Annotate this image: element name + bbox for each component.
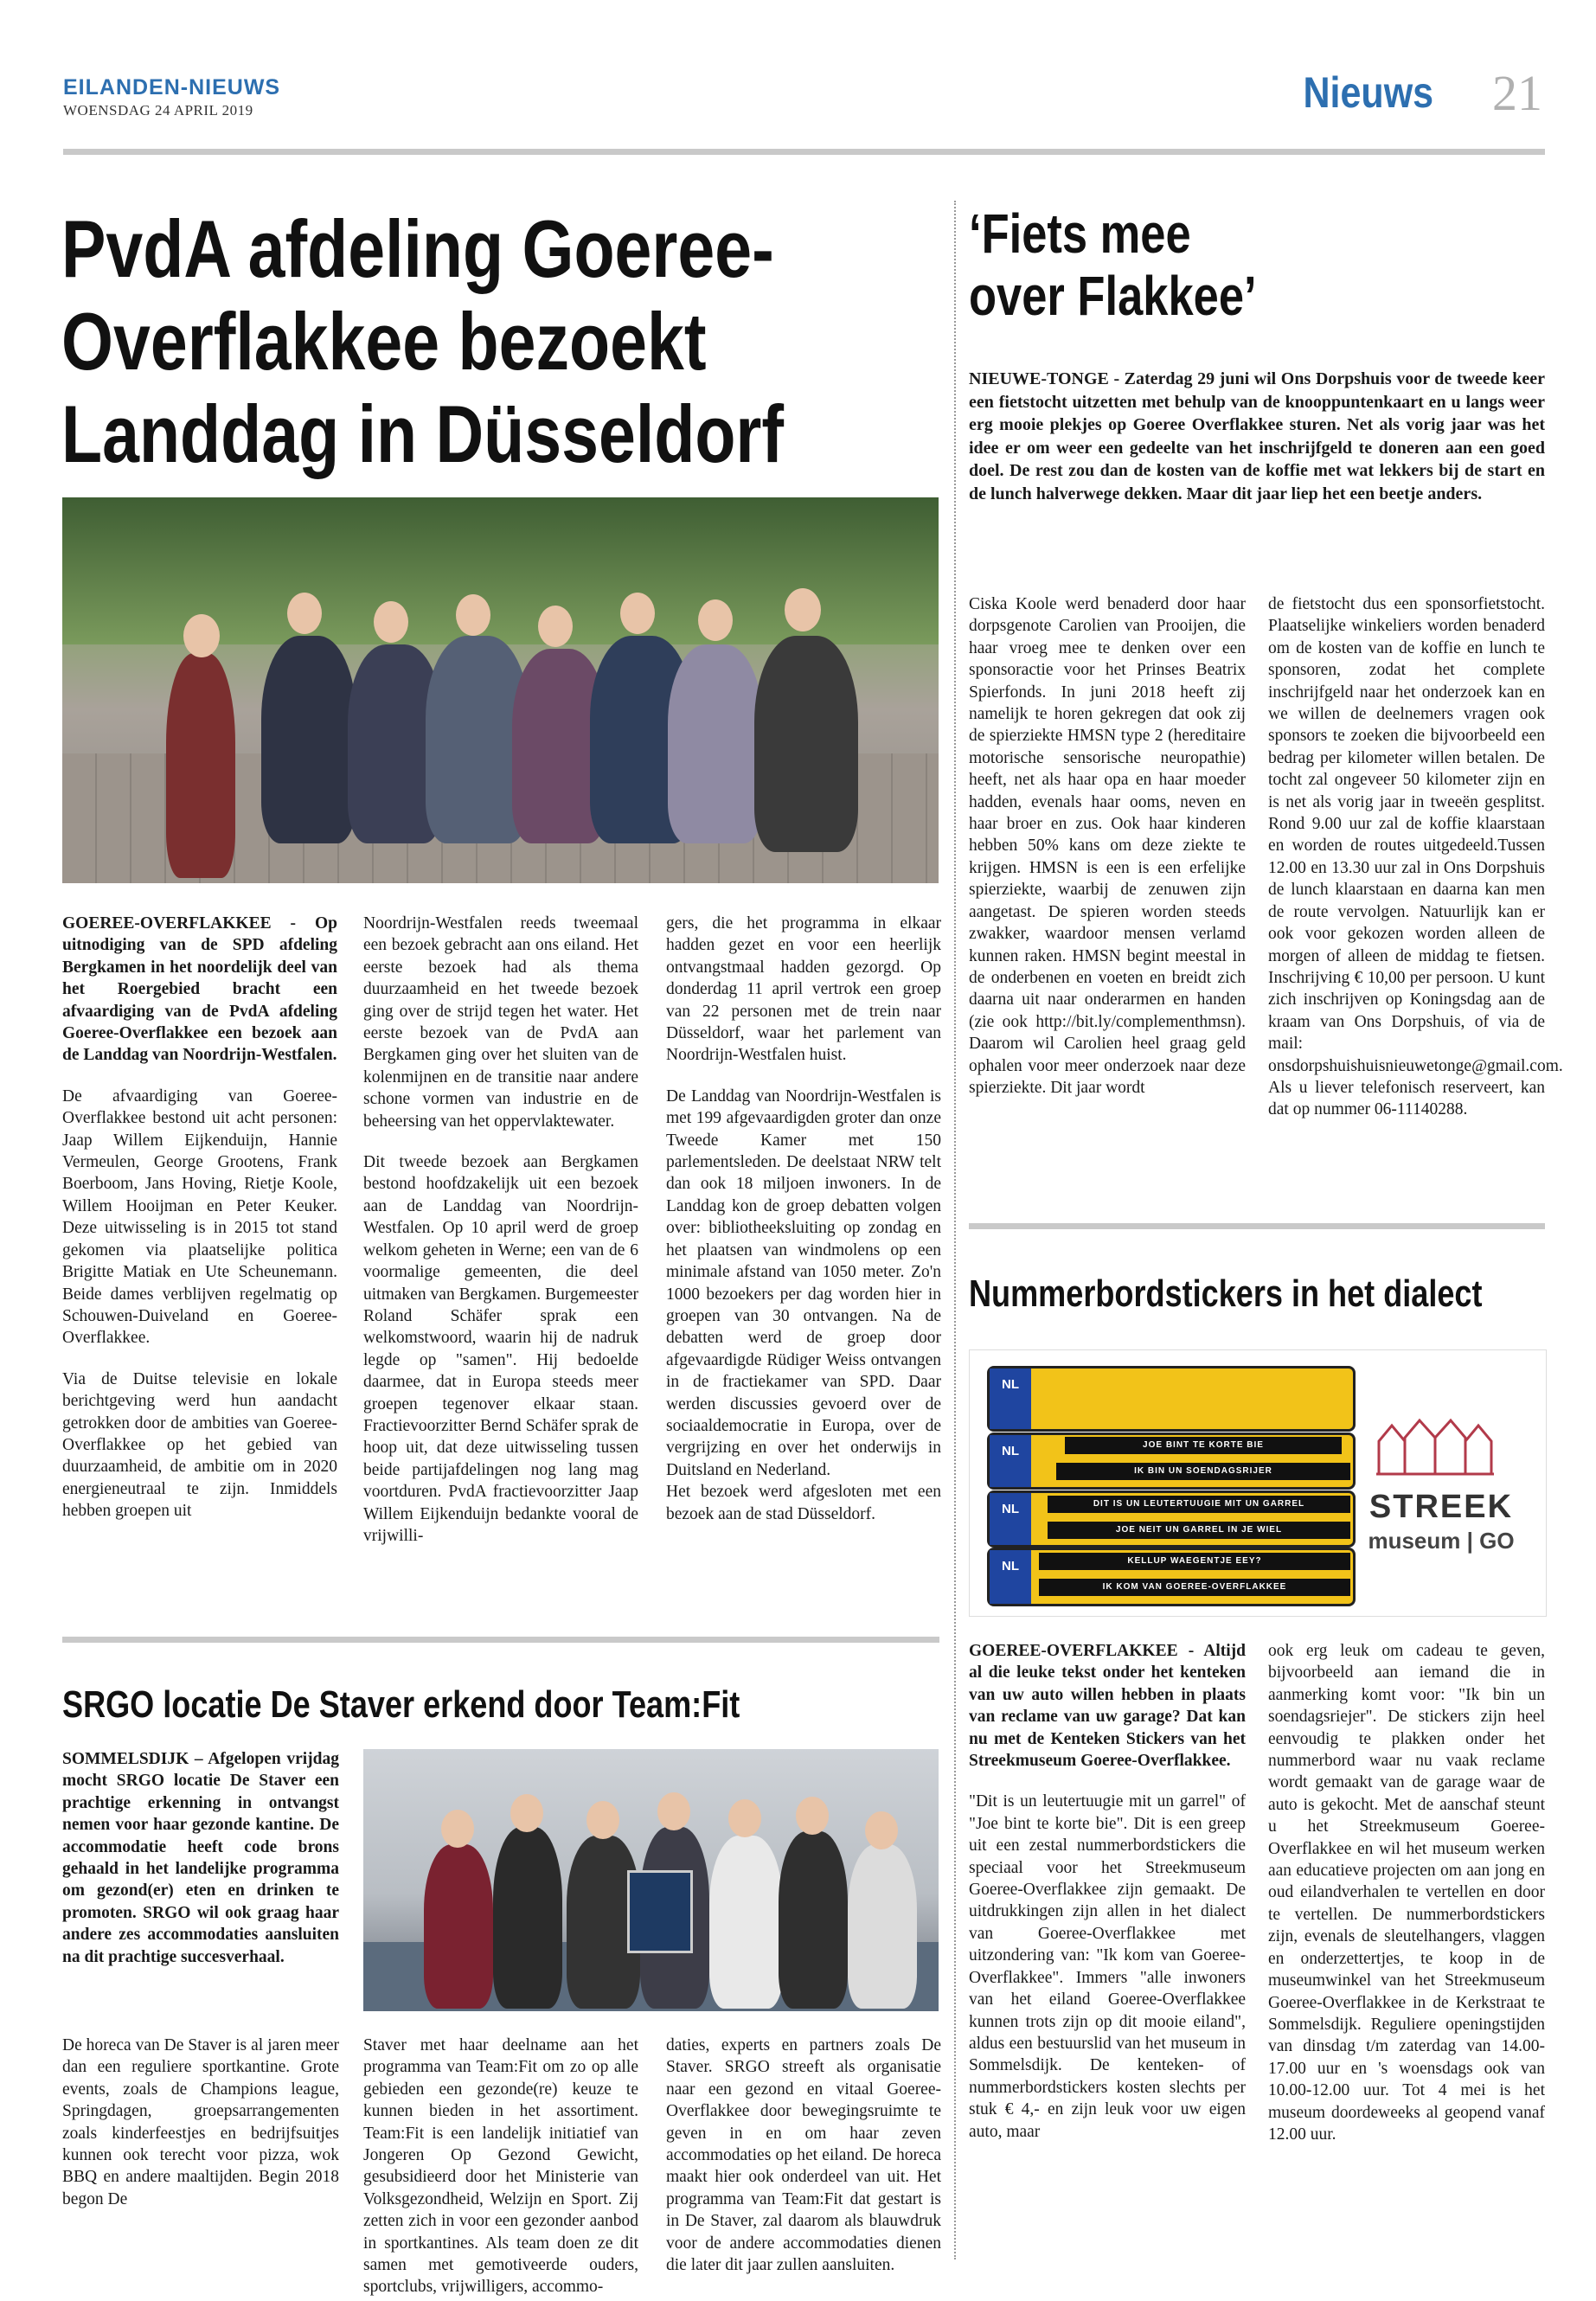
sticker-strip: IK BIN UN SOENDAGSRIJER [1056,1463,1350,1480]
srgo-headline: SRGO locatie De Staver erkend door Team:Fit [62,1683,740,1726]
fiets-headline-line-2: over Flakkee’ [969,265,1257,327]
pvda-group-photo [62,497,939,883]
museum-logo-top: STREEK [1368,1489,1514,1525]
pvda-paragraph: Dit tweede bezoek aan Bergkamen bestond hoofdzakelijk uit een bezoek aan de Landdag van Noordrijn-Westfalen. Op 10 april werd de groep welkom geheten in Werne; een van de 6 voormalige gemeenten, die deel uitmaken van Bergkamen. Burgemeester Roland Schäfer sprak een welkomstwoord, waarin hij de nadruk legde op "samen". Hij bedoelde daarmee, dat in Europa steeds meer groepen tegenover elkaar staan. Fractievoorzitter Bernd Schäfer sprak de hoop uit, dat deze uitwisseling tussen beide partijafdelingen nog lang mag voortduren. PvdA fractievoorzitter Jaap Willem Eijkenduijn bedankte vooral de vrijwilli- [363,1153,638,1545]
sticker-strip: IK KOM VAN GOEREE-OVERFLAKKEE [1039,1579,1350,1596]
pvda-column-3 [666,913,941,1544]
pvda-lead: GOEREE-OVERFLAKKEE - Op uitnodiging van de SPD afdeling Bergkamen in het noordelijk deel van het Roergebied bracht een afvaardiging van de PvdA afdeling Goeree-Overflakkee een bezoek aan de Landdag van Noordrijn-Westfalen. [62,914,337,1065]
stickers-column-2: ook erg leuk om cadeau te geven, bijvoorbeeld aan iemand die in aanmerking komt voor: "Ik bin un soendagsriejer". De stickers zijn heel eenvoudig te plakken onder het nummerbord waar nu vaak reclame wordt gemaakt van de garage waar de auto is gekocht. Met de aanschaf steunt u het Streekmuseum Goeree-Overflakkee en wil het museum werken aan educatieve projecten om aan jong en oud eilandverhalen te vertellen en door te vertellen. De nummerbordstickers zijn, evenals de sleutelhangers, vlaggen en onderzettertjes, te koop in de museumwinkel van het Streekmuseum Goeree-Overflakkee in de Kerkstraat te Sommelsdijk. Reguliere openingstijden van dinsdag t/m zaterdag van 14.00-17.00 uur en 's woensdags ook van 10.00-12.00 uur. Tot 4 mei is het museum doordeweeks al geopend vanaf 12.00 uur. [1268,1642,1545,2144]
museum-building-icon [1375,1415,1496,1476]
pvda-column-1 [62,913,337,1541]
pvda-headline [61,202,877,480]
section-title: Nieuws [1303,68,1433,117]
srgo-column-1: De horeca van De Staver is al jaren meer dan een reguliere sportkantine. Grote events, zoals de Champions league, Springdagen, groepsarrangementen zoals kinderfeestjes en bedrijfsuitjes kunnen ook terecht voor pizza, wok BBQ en andere maaltijden. Begin 2018 begon De [62,2036,339,2208]
sticker-strip: KELLUP WAEGENTJE EEY? [1039,1553,1350,1570]
museum-logo-bottom: museum | GO [1368,1528,1515,1554]
pvda-column-2 [363,913,638,1566]
stickers-headline: Nummerbordstickers in het dialect [969,1272,1483,1315]
pvda-headline-line-1: PvdA afdeling Goeree- [61,203,774,294]
srgo-column-2: Staver met haar deelname aan het programma van Team:Fit om zo op alle gebieden een gezonde(re) keuze te kunnen bieden in het assortiment. Team:Fit is een landelijk initiatief van Jongeren Op Gezond Gewicht, gesubsidieerd door het Ministerie van Volksgezondheid, Welzijn en Sport. Zij zetten zich in voor een gezonder aanbod in sportkantines. Als team doen ze dit samen met gemotiveerde ouders, sportclubs, vrijwilligers, accommo- [363,2036,638,2297]
pvda-paragraph: De Landdag van Noordrijn-Westfalen is met 199 afgevaardigden groter dan onze Tweede Kamer met 150 parlementsleden. De deelstaat NRW telt dan ook 18 miljoen inwoners. In de Landdag kon de groep debatten volgen over: bibliotheeksluiting op zondag en het plaatsen van windmolens op een minimale afstand van 1050 meter. Zo'n 1000 bezoekers per dag worden hier in groepen van 30 ontvangen. Na de debatten werd de groep door afgevaardigde Rüdiger Weiss ontvangen in de fractiekamer van SPD. Daar werden discussies gevoerd over de sociaaldemocratie in Europa, over de vergrijzing en over het onderwijs in Duitsland en Nederland. [666,1086,941,1479]
pvda-paragraph: gers, die het programma in elkaar hadden gezet en voor een heerlijk ontvangstmaal hadden gezorgd. Op donderdag 11 april vertrok een groep van 22 personen met de trein naar Düsseldorf, waar het parlement van Noordrijn-Westfalen huist. [666,914,941,1065]
srgo-lead: SOMMELSDIJK – Afgelopen vrijdag mocht SRGO locatie De Staver een prachtige erkenning in ontvangst nemen voor haar gezonde kantine. De accommodatie heeft code brons gehaald in het landelijke programma om gezond(er) eten en drinken te promoten. SRGO wil ook graag haar andere zes accommodaties aansluiten na dit prachtige succesverhaal. [62,1750,339,1966]
page-number: 21 [1492,65,1542,121]
top-rule [63,149,1545,155]
srgo-award-photo [363,1749,939,2011]
fiets-column-2: de fietstocht dus een sponsorfietstocht. Plaatselijke winkeliers worden benaderd om de kosten van de koffie en lunch te sponsoren, zodat het complete inschrijfgeld naar het onderzoek kan en we willen de deelnemers vragen ook sponsors te zoeken die bijvoorbeeld een bedrag per kilometer willen betalen. De tocht zal ongeveer 50 kilometer zijn en is net als vorig jaar in tweeën gesplitst. Rond 9.00 uur zal de koffie klaarstaan en worden de routes uitgedeeld.Tussen 12.00 en 13.30 uur zal in Ons Dorpshuis de lunch klaarstaan en daarna kan men de route vervolgen. Natuurlijk kan er ook voor gekozen worden alleen de morgen of alleen de middag te fietsen. Inschrijving € 10,00 per persoon. U kunt zich inschrijven op Koningsdag aan de kraam van Ons Dorpshuis, of via de mail: onsdorpshuishuisnieuwetonge@gmail.com. Als u liever telefonisch reserveert, kan dat op nummer 06-11140288. [1268,595,1563,1119]
stickers-image [969,1349,1547,1617]
pvda-paragraph: Het bezoek werd afgesloten met een bezoek aan de stad Düsseldorf. [666,1483,941,1523]
stickers-paragraph: "Dit is un leutertuugie mit un garrel" of "Joe bint te korte bie". Dit is een greep uit een zestal nummerbordstickers die speciaal voor het Streekmuseum Goeree-Overflakkee zijn gemaakt. De uitdrukkingen zijn allen in het dialect van Goeree-Overflakkee met uitzondering van: "Ik kom van Goeree-Overflakkee". Immers "alle inwoners van het eiland Goeree-Overflakkee kunnen trots zijn op dit mooie eiland", aldus een bestuurslid van het museum in Sommelsdijk. De kenteken- of nummerbordstickers kosten slechts per stuk € 4,- en zijn leuk voor uw eigen auto, maar [969,1792,1246,2141]
sticker-strip: DIT IS UN LEUTERTUUGIE MIT UN GARREL [1048,1496,1350,1513]
fiets-column-1: Ciska Koole werd benaderd door haar dorpsgenote Carolien van Prooijen, die haar vroeg mee te denken over een sponsoractie voor het Prinses Beatrix Spierfonds. In juni 2018 heeft zij namelijk te horen gekregen dat ook zij de spierziekte HMSN type 2 (hereditaire motorische sensorische neuropathie) heeft, net als haar opa en haar moeder hadden, evenals haar ooms, neven en haar broer en zus. Ook haar kinderen hebben 50% kans om deze ziekte te krijgen. HMSN is een is een erfelijke spierziekte, waarbij de zenuwen zijn aangetast. De spieren worden steeds zwakker, waardoor mensen verlamd kunnen raken. HMSN begint meestal in de onderbenen en voeten en breidt zich daarna uit naar onderarmen en handen (zie ook http://bit.ly/complementhmsn). Daarom wil Carolien heel graag geld ophalen voor meer onderzoek naar deze spierziekte. Dit jaar wordt [969,595,1246,1097]
newspaper-logo: EILANDEN-NIEUWS [63,75,281,99]
plate-country-code: NL [990,1435,1031,1487]
stickers-top-rule [969,1223,1545,1229]
plate-country-code: NL [990,1550,1031,1604]
srgo-top-rule [62,1637,939,1643]
pvda-headline-line-3: Landdag in Düsseldorf [61,388,785,479]
plate-country-code: NL [990,1493,1031,1545]
issue-date: WOENSDAG 24 APRIL 2019 [63,102,253,119]
stickers-column-1 [969,1640,1246,2162]
stickers-lead: GOEREE-OVERFLAKKEE - Altijd al die leuke tekst onder het kenteken van uw auto willen hebben in plaats van reclame van uw garage? Dat kan nu met de Kenteken Stickers van het Streekmuseum Goeree-Overflakkee. [969,1642,1246,1771]
pvda-headline-line-2: Overflakkee bezoekt [61,296,707,387]
sticker-strip: JOE BINT TE KORTE BIE [1065,1437,1342,1454]
fiets-headline [969,202,1465,327]
pvda-paragraph: De afvaardiging van Goeree-Overflakkee bestond uit acht personen: Jaap Willem Eijkenduijn, Hannie Vermeulen, George Grootens, Frank Boerboom, Jans Hoving, Rietje Koole, Willem Hooijman en Peter Keuker. Deze uitwisseling is in 2015 tot stand gekomen via plaatselijke politica Brigitte Matiak en Ute Scheunemann. Beide dames verblijven regelmatig op Schouwen-Duiveland en Goeree-Overflakkee. [62,1086,337,1348]
plate-country-code: NL [990,1368,1031,1429]
pvda-paragraph: Via de Duitse televisie en lokale berichtgeving werd hun aandacht getrokken door de ambities van Goeree-Overflakkee op het gebied van duurzaamheid, de ambitie om in 2020 energieneutraal te zijn. Inmiddels hebben groepen uit [62,1369,337,1521]
srgo-column-3: daties, experts en partners zoals De Staver. SRGO streeft als organisatie naar een gezond en vitaal Goeree-Overflakkee door bewegingsruimte te geven in en om haar zeven accommodaties op het eiland. De horeca maakt hier ook onderdeel van uit. Het programma van Team:Fit dat gestart is in De Staver, zal daarom als blauwdruk voor de andere accommodaties dienen die later dit jaar zullen aansluiten. [666,2036,941,2275]
sticker-strip: JOE NEIT UN GARREL IN JE WIEL [1048,1522,1350,1539]
fiets-lead: NIEUWE-TONGE - Zaterdag 29 juni wil Ons Dorpshuis voor de tweede keer een fietstocht uitzetten met behulp van de knooppuntenkaart en u langs weer erg mooie plekjes op Goeree Overflakkee sturen. Net als vorig jaar was het idee er om weer een gedeelte van het inschrijfgeld te doneren aan een goed doel. De rest zou dan de kosten van de koffie met wat lekkers bij de start en de lunch halverwege dekken. Maar dit jaar liep het een beetje anders. [969,369,1545,503]
pvda-paragraph: Noordrijn-Westfalen reeds tweemaal een bezoek gebracht aan ons eiland. Het eerste bezoek had als thema duurzaamheid en het tweede bezoek ging over de strijd tegen het water. Het eerste bezoek van de PvdA aan Bergkamen ging over het sluiten van de kolenmijnen en de transitie naar andere schone vormen van industrie en de beheersing van het oppervlaktewater. [363,914,638,1131]
column-divider [954,201,956,2259]
fiets-headline-line-1: ‘Fiets mee [969,202,1191,265]
